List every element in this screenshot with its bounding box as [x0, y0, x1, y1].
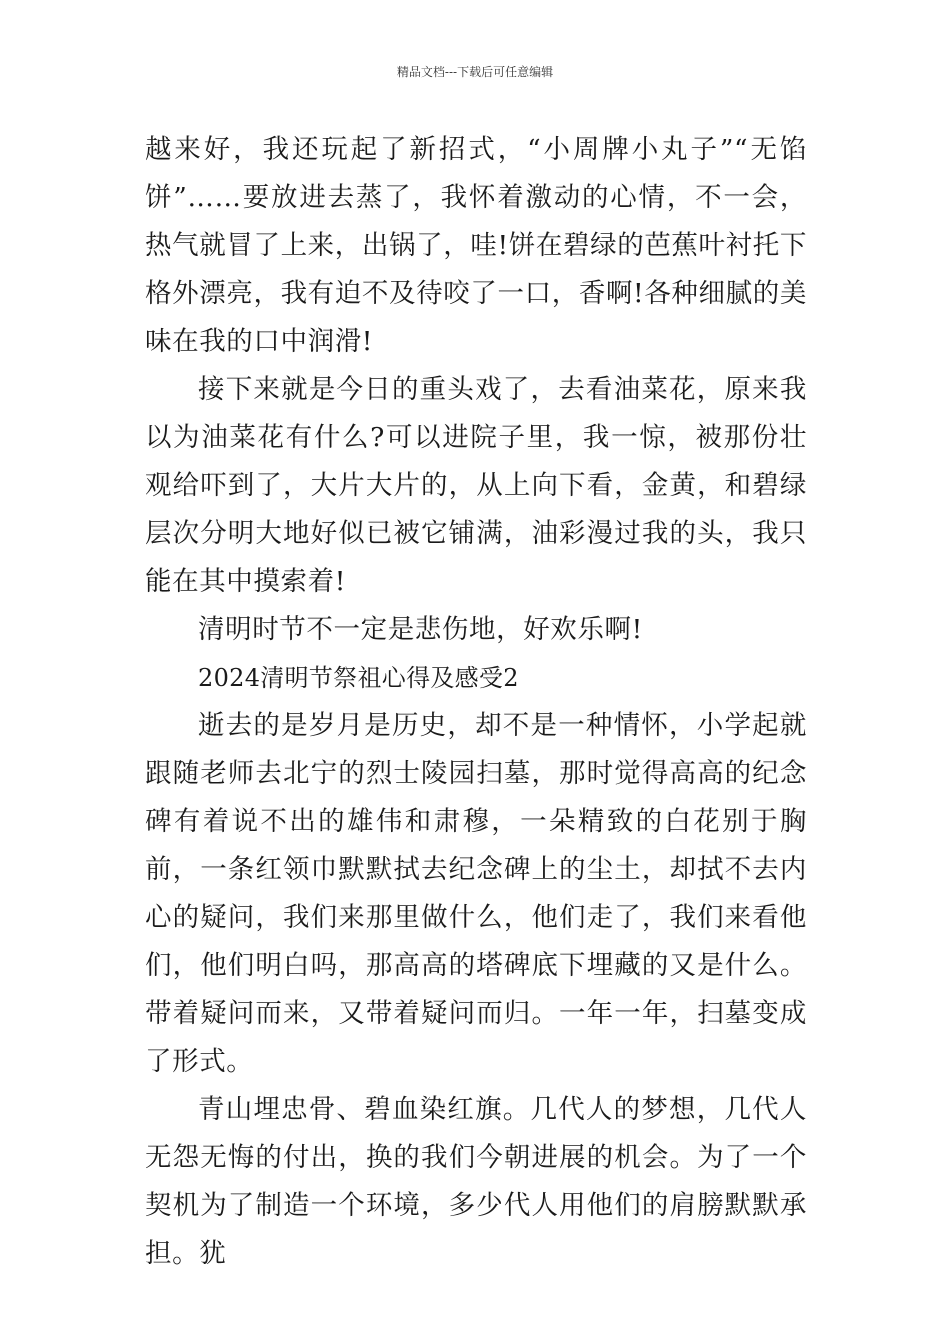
paragraph-conclusion: 清明时节不一定是悲伤地，好欢乐啊!	[198, 614, 643, 645]
paragraph-rapeseed-flowers: 接下来就是今日的重头戏了，去看油菜花，原来我以为油菜花有什么?可以进院子里，我一惊，被那份壮观给吓到了，大片大片的，从上向下看，金黄，和碧绿层次分明大地好似已被它铺满，油彩漫过我的头，我只能在其中摸索着!	[145, 374, 807, 597]
paragraph-martyrs: 青山埋忠骨、碧血染红旗。几代人的梦想，几代人无怨无悔的付出，换的我们今朝进展的机会。为了一个契机为了制造一个环境，多少代人用他们的肩膀默默承担。犹	[145, 1094, 807, 1269]
document-body	[145, 126, 807, 1278]
paragraph-memories: 逝去的是岁月是历史，却不是一种情怀，小学起就跟随老师去北宁的烈士陵园扫墓，那时觉得高高的纪念碑有着说不出的雄伟和肃穆，一朵精致的白花别于胸前，一条红领巾默默拭去纪念碑上的尘土，却拭不去内心的疑问，我们来那里做什么，他们走了，我们来看他们，他们明白吗，那高高的塔碑底下埋藏的又是什么。带着疑问而来，又带着疑问而归。一年一年，扫墓变成了形式。	[145, 710, 807, 1077]
paragraph-continued: 越来好，我还玩起了新招式，“小周牌小丸子”“无馅饼”……要放进去蒸了，我怀着激动的心情，不一会，热气就冒了上来，出锅了，哇!饼在碧绿的芭蕉叶衬托下格外漂亮，我有迫不及待咬了一口，香啊!各种细腻的美味在我的口中润滑!	[145, 134, 807, 357]
section-heading: 2024清明节祭祖心得及感受2	[198, 664, 519, 692]
page-header: 精品文档---下载后可任意编辑	[396, 65, 554, 79]
